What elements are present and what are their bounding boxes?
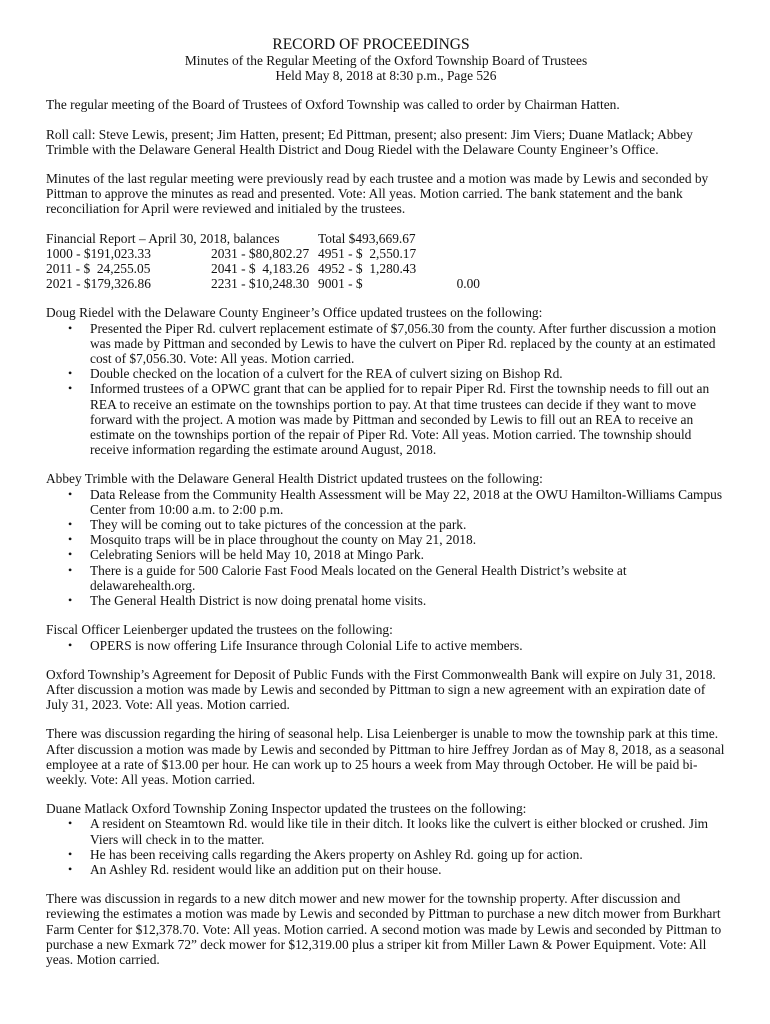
bullet-icon: • [68, 637, 73, 652]
financial-cell: Total $493,669.67 [318, 230, 416, 246]
financial-cell: 4951 - $ 2,550.17 [318, 245, 417, 261]
list-item [46, 847, 726, 862]
bullet-icon: • [68, 320, 73, 335]
call-to-order-paragraph: The regular meeting of the Board of Trustees of Oxford Township was called to order by Chairman Hatten. [46, 97, 620, 113]
list-item-text: He has been receiving calls regarding the Akers property on Ashley Rd. going up for action. [90, 846, 583, 862]
financial-cell: 4952 - $ 1,280.43 [318, 261, 417, 277]
bullet-icon: • [68, 861, 73, 876]
bullet-icon: • [68, 846, 73, 861]
bullet-icon: • [68, 366, 73, 381]
list-item-text: They will be coming out to take pictures of the concession at the park. [90, 517, 467, 533]
financial-cell: 2011 - $ 24,255.05 [46, 261, 151, 277]
bullet-icon: • [68, 517, 73, 532]
financial-cell: 1000 - $191,023.33 [46, 245, 151, 261]
bullet-icon: • [68, 486, 73, 501]
list-item [46, 517, 726, 532]
meeting-held-line: Held May 8, 2018 at 8:30 p.m., Page 526 [275, 68, 497, 84]
financial-cell: 2021 - $179,326.86 [46, 276, 151, 292]
document-title: RECORD OF PROCEEDINGS [272, 36, 470, 53]
list-item [46, 381, 726, 457]
list-item-text: Mosquito traps will be in place throughout the county on May 21, 2018. [90, 532, 477, 548]
list-item [46, 862, 726, 877]
trimble-list [46, 487, 726, 609]
bullet-icon: • [68, 562, 73, 577]
document-subtitle: Minutes of the Regular Meeting of the Oxford Township Board of Trustees [184, 53, 588, 68]
financial-row [46, 276, 480, 291]
leienberger-list [46, 638, 726, 653]
list-item-text: The General Health District is now doing prenatal home visits. [90, 593, 427, 609]
financial-cell: Financial Report – April 30, 2018, balances [46, 230, 280, 246]
leienberger-intro: Fiscal Officer Leienberger updated the trustees on the following: [46, 622, 393, 638]
list-item-text: A resident on Steamtown Rd. would like tile in their ditch. It looks like the culvert is either blocked or crushed. Jim Viers will check in to the matter. [90, 816, 709, 847]
document-header [46, 36, 726, 83]
riedel-list [46, 321, 726, 458]
financial-row [46, 261, 480, 276]
list-item [46, 563, 726, 593]
list-item-text: There is a guide for 500 Calorie Fast Food Meals located on the General Health District’s website at delawarehealth.org. [90, 562, 627, 593]
list-item [46, 547, 726, 562]
list-item [46, 816, 726, 846]
matlack-list [46, 816, 726, 877]
financial-cell: 2231 - $10,248.30 [211, 276, 310, 292]
minutes-paragraph: Minutes of the last regular meeting were previously read by each trustee and a motion was made by Lewis and seconded by Pittman to approve the minutes as read and presented. Vote: All yeas. Motion carried. The bank statement and the bank reconciliation for April were reviewed and initialed by the trustees. [46, 171, 709, 217]
list-item-text: Celebrating Seniors will be held May 10, 2018 at Mingo Park. [90, 547, 424, 563]
list-item-text: Data Release from the Community Health Assessment will be May 22, 2018 at the OWU Hamilton-Williams Campus Center from 10:00 a.m. to 2:00 p.m. [90, 486, 723, 517]
list-item [46, 638, 726, 653]
list-item-text: Double checked on the location of a culvert for the REA of culvert sizing on Bishop Rd. [90, 366, 563, 382]
financial-cell: 0.00 [456, 276, 480, 292]
financial-report-table [46, 231, 480, 292]
financial-cell [428, 246, 480, 261]
mower-paragraph: There was discussion in regards to a new ditch mower and new mower for the township property. After discussion and reviewing the estimates a motion was made by Lewis and seconded by Pittman to purchase a new ditch mower from Burkhart Farm Center for $12,378.70. Vote: All yeas. Motion carried. A second motion was made by Lewis and seconded by Pittman to purchase a new Exmark 72” deck mower for $12,319.00 plus a striper kit from Miller Lawn & Power Equipment. Vote: All yeas. Motion carried. [46, 891, 722, 967]
riedel-intro: Doug Riedel with the Delaware County Engineer’s Office updated trustees on the following: [46, 305, 543, 321]
trimble-intro: Abbey Trimble with the Delaware General Health District updated trustees on the following: [46, 471, 543, 487]
document-page [46, 36, 726, 967]
list-item [46, 532, 726, 547]
bullet-icon: • [68, 547, 73, 562]
financial-cell [428, 231, 480, 246]
financial-row [46, 246, 480, 261]
list-item [46, 321, 726, 367]
list-item-text: OPERS is now offering Life Insurance through Colonial Life to active members. [90, 637, 523, 653]
list-item-text: Informed trustees of a OPWC grant that can be applied for to repair Piper Rd. First the township needs to fill out an REA to receive an estimate on the townships portion to pay. At that time trustees can decide if they want to move forward with the project. A motion was made by Pittman and seconded by Lewis to fill out an REA to receive an estimate on the townships portion of the repair of Piper Rd. Vote: All yeas. Motion carried. The township should receive information regarding the estimate around August, 2018. [90, 381, 710, 458]
bullet-icon: • [68, 381, 73, 396]
deposit-agreement-paragraph: Oxford Township’s Agreement for Deposit of Public Funds with the First Commonwealth Bank will expire on July 31, 2018. After discussion a motion was made by Lewis and seconded by Pittman to sign a new agreement with an expiration date of July 31, 2023. Vote: All yeas. Motion carried. [46, 666, 716, 713]
roll-call-paragraph: Roll call: Steve Lewis, present; Jim Hatten, present; Ed Pittman, present; also present: Jim Viers; Duane Matlack; Abbey Trimble with the Delaware General Health District and Doug Riedel with the Delaware County Engineer’s Office. [46, 126, 693, 157]
list-item-text: Presented the Piper Rd. culvert replacement estimate of $7,056.30 from the county. After further discussion a motion was made by Pittman and seconded by Lewis to have the culvert on Piper Rd. replaced by the county at an estimated cost of $7,056.30. Vote: All yeas. Motion carried. [90, 320, 717, 367]
matlack-intro: Duane Matlack Oxford Township Zoning Inspector updated the trustees on the following: [46, 801, 527, 817]
list-item [46, 487, 726, 517]
financial-cell: 2041 - $ 4,183.26 [211, 261, 310, 277]
seasonal-help-paragraph: There was discussion regarding the hiring of seasonal help. Lisa Leienberger is unable to mow the township park at this time. After discussion a motion was made by Lewis and seconded by Pittman to hire Jeffrey Jordan as of May 8, 2018, as a seasonal employee at a rate of $13.00 per hour. He can work up to 25 hours a week from May through October. He will be paid bi-weekly. Vote: All yeas. Motion carried. [46, 726, 725, 787]
financial-cell [428, 261, 480, 276]
list-item-text: An Ashley Rd. resident would like an addition put on their house. [90, 861, 442, 877]
financial-row [46, 231, 480, 246]
bullet-icon: • [68, 816, 73, 831]
bullet-icon: • [68, 532, 73, 547]
bullet-icon: • [68, 593, 73, 608]
financial-cell: 9001 - $ [318, 276, 363, 292]
financial-cell: 2031 - $80,802.27 [211, 245, 310, 261]
list-item [46, 366, 726, 381]
list-item [46, 593, 726, 608]
